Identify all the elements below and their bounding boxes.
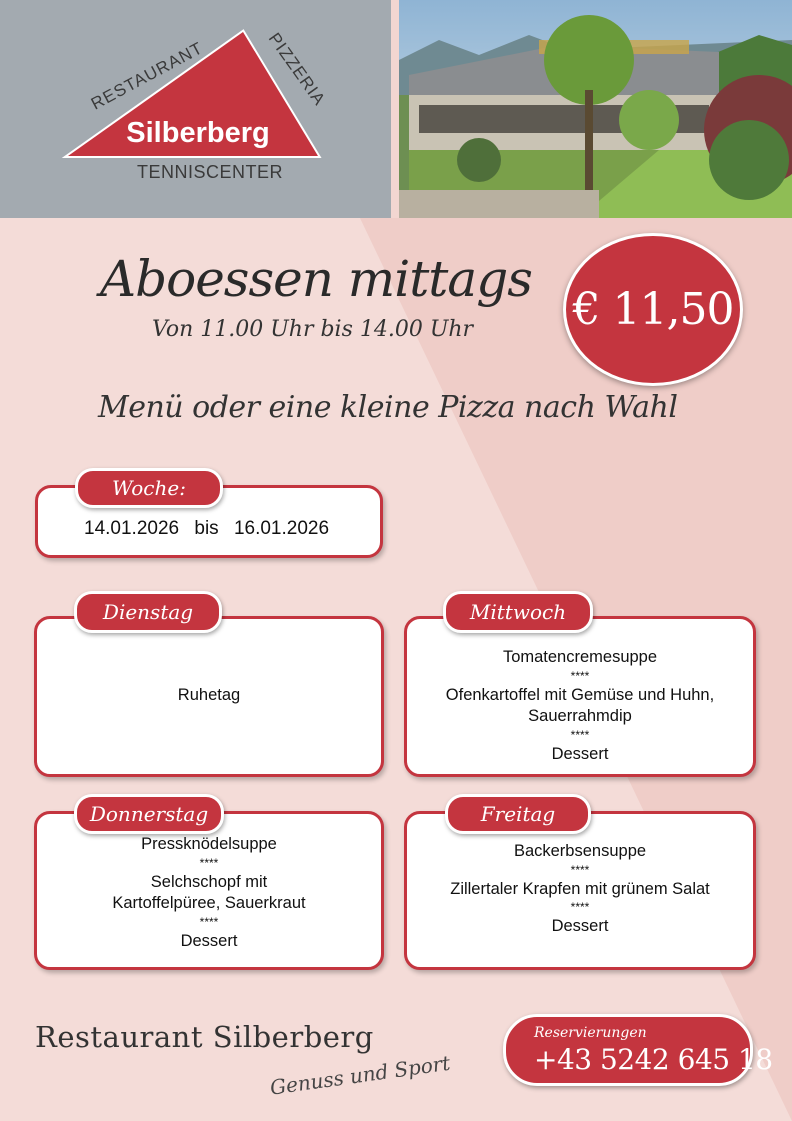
menu-separator: **** bbox=[570, 900, 590, 914]
reservation-phone[interactable]: +43 5242 645 18 bbox=[534, 1043, 773, 1076]
week-separator: bis bbox=[194, 518, 219, 539]
restaurant-logo bbox=[0, 0, 391, 218]
day-card-freitag bbox=[404, 811, 756, 970]
slogan-text: Genuss und Sport bbox=[268, 1050, 452, 1100]
reservation-badge[interactable] bbox=[503, 1014, 773, 1086]
day-tab-freitag: Freitag bbox=[445, 794, 591, 834]
day-card-dienstag bbox=[34, 616, 384, 777]
menu-line: Pressknödelsuppe bbox=[141, 835, 277, 853]
menu-line: Zillertaler Krapfen mit grünem Salat bbox=[450, 879, 710, 898]
menu-line: Dessert bbox=[180, 931, 238, 950]
reservation-label: Reservierungen bbox=[534, 1025, 647, 1041]
logo-pizzeria-text: PIZZERIA bbox=[264, 29, 330, 110]
menu-separator: **** bbox=[199, 855, 219, 870]
menu-line: Sauerrahmdip bbox=[528, 707, 632, 725]
slogan-signature bbox=[262, 1040, 472, 1110]
menu-line: Dessert bbox=[551, 917, 609, 935]
logo-name-text: Silberberg bbox=[126, 117, 270, 149]
menu-separator: **** bbox=[570, 727, 590, 742]
footer-restaurant-name: Restaurant Silberberg bbox=[35, 1020, 374, 1054]
menu-line: Ofenkartoffel mit Gemüse und Huhn, bbox=[445, 685, 715, 704]
menu-separator: **** bbox=[199, 914, 219, 929]
day-card-mittwoch bbox=[404, 616, 756, 777]
week-to-date: 16.01.2026 bbox=[233, 518, 330, 539]
menu-line: Backerbsensuppe bbox=[513, 842, 647, 860]
page-title: Aboessen mittags bbox=[100, 250, 532, 308]
menu-subtitle: Menü oder eine kleine Pizza nach Wahl bbox=[98, 390, 678, 425]
menu-line: Tomatencremesuppe bbox=[502, 648, 658, 666]
menu-separator: **** bbox=[570, 862, 590, 877]
building-photo bbox=[399, 0, 792, 218]
price-badge bbox=[563, 233, 743, 386]
day-tab-dienstag: Dienstag bbox=[74, 591, 222, 633]
menu-line: Dessert bbox=[551, 744, 609, 763]
opening-hours: Von 11.00 Uhr bis 14.00 Uhr bbox=[152, 317, 474, 342]
day-card-donnerstag bbox=[34, 811, 384, 970]
week-tab: Woche: bbox=[75, 468, 223, 508]
day-tab-donnerstag: Donnerstag bbox=[74, 794, 224, 834]
week-from-date: 14.01.2026 bbox=[84, 518, 180, 539]
menu-line: Ruhetag bbox=[177, 686, 241, 704]
logo-restaurant-text: RESTAURANT bbox=[87, 38, 207, 114]
logo-tenniscenter-text: TENNISCENTER bbox=[136, 162, 284, 182]
menu-line: Selchschopf mit bbox=[150, 872, 268, 891]
menu-separator: **** bbox=[570, 668, 590, 683]
logo-panel bbox=[0, 0, 391, 218]
day-tab-mittwoch: Mittwoch bbox=[443, 591, 593, 633]
price-text: € 11,50 bbox=[572, 284, 734, 335]
menu-line: Kartoffelpüree, Sauerkraut bbox=[112, 894, 306, 912]
